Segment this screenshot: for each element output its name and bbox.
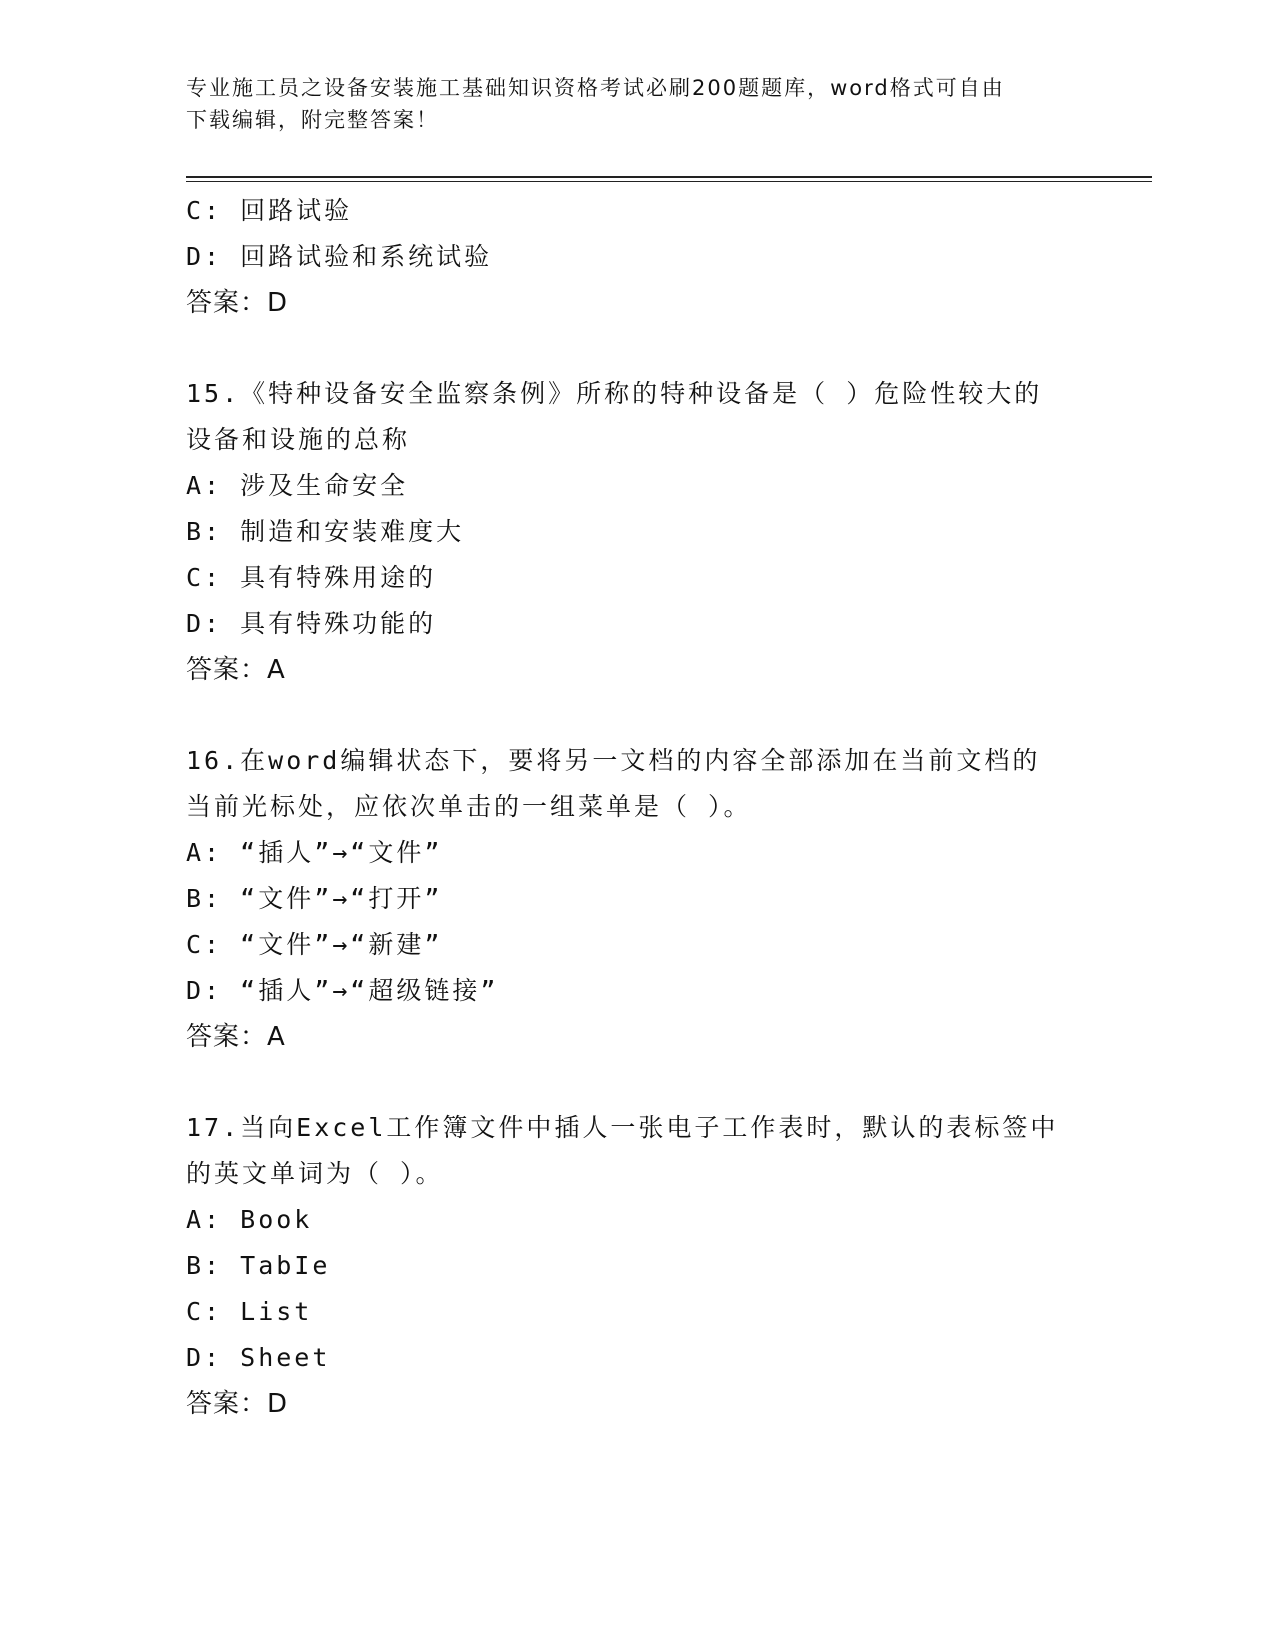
option-c: C: List	[186, 1297, 313, 1326]
option-a: A: “插人”→“文件”	[186, 838, 443, 867]
answer-line: 答案：A	[186, 1022, 286, 1052]
answer-line: 答案：D	[186, 1389, 289, 1419]
option-c: C: “文件”→“新建”	[186, 930, 443, 959]
question-16	[186, 738, 1086, 1060]
option-d: D: 回路试验和系统试验	[186, 242, 493, 271]
question-list	[186, 188, 1086, 1427]
option-b: B: TabIe	[186, 1251, 331, 1280]
option-d: D: “插人”→“超级链接”	[186, 976, 499, 1005]
document-header	[186, 72, 1066, 136]
question-stem: 16.在word编辑状态下，要将另一文档的内容全部添加在当前文档的	[186, 746, 1041, 775]
question-stem: 17.当向Excel工作簿文件中插人一张电子工作表时，默认的表标签中	[186, 1113, 1059, 1142]
option-c: C: 回路试验	[186, 196, 353, 225]
option-c: C: 具有特殊用途的	[186, 563, 437, 592]
answer-line: 答案：A	[186, 655, 286, 685]
header-divider-thick	[186, 176, 1152, 178]
option-b: B: “文件”→“打开”	[186, 884, 443, 913]
answer-line: 答案：D	[186, 288, 289, 318]
option-a: A: 涉及生命安全	[186, 471, 409, 500]
question-stem: 15.《特种设备安全监察条例》所称的特种设备是（ ）危险性较大的	[186, 379, 1043, 408]
previous-question	[186, 188, 1086, 326]
question-17	[186, 1105, 1086, 1427]
header-divider-thin	[186, 181, 1152, 182]
option-d: D: Sheet	[186, 1343, 331, 1372]
option-a: A: Book	[186, 1205, 313, 1234]
header-title-line-1: 专业施工员之设备安装施工基础知识资格考试必刷200题题库，word格式可自由	[186, 76, 1005, 100]
question-15	[186, 371, 1086, 693]
header-title-line-2: 下载编辑，附完整答案！	[186, 108, 439, 132]
option-b: B: 制造和安装难度大	[186, 517, 465, 546]
question-stem: 的英文单词为（ ）。	[186, 1159, 444, 1188]
question-stem: 当前光标处，应依次单击的一组菜单是（ ）。	[186, 792, 752, 821]
option-d: D: 具有特殊功能的	[186, 609, 437, 638]
question-stem: 设备和设施的总称	[186, 425, 411, 454]
